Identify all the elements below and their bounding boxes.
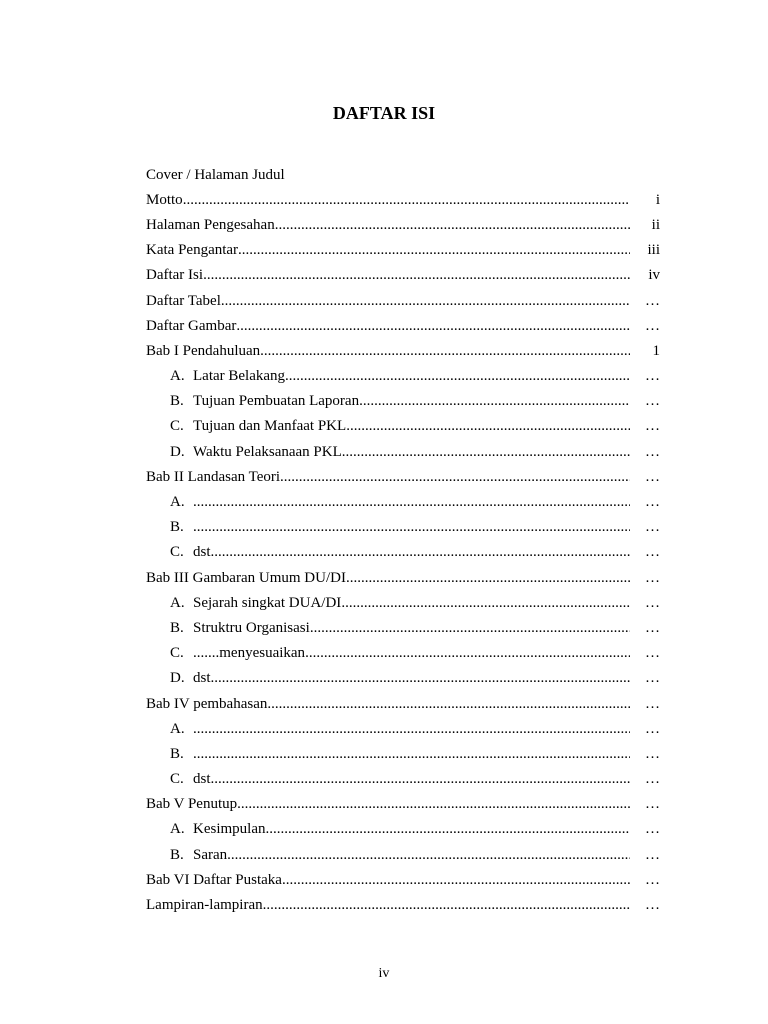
- toc-item-label: Bab I Pendahuluan: [146, 342, 261, 359]
- toc-item-label: Kata Pengantar: [146, 242, 239, 259]
- toc-item-label: Motto: [146, 191, 183, 208]
- toc-page-number: ii: [651, 216, 660, 233]
- dot-leader: [244, 543, 630, 561]
- dot-leader: [203, 266, 630, 284]
- toc-page-number: …: [645, 317, 660, 334]
- toc-page-number: …: [645, 670, 660, 687]
- toc-item-letter: A.: [170, 594, 185, 611]
- toc-page-number: …: [645, 645, 660, 662]
- toc-entry-text: [146, 669, 630, 687]
- toc-entry: [146, 691, 660, 716]
- toc-item-letter: B.: [170, 619, 184, 636]
- toc-page-number: …: [645, 494, 660, 511]
- toc-item-label: Bab IV pembahasan: [146, 695, 268, 712]
- toc-entry-text: [146, 770, 630, 788]
- dot-leader: [305, 644, 630, 662]
- toc-entry: [146, 464, 660, 489]
- dot-leader: [282, 871, 630, 889]
- dot-leader: [227, 846, 630, 864]
- toc-item-label: dst: [193, 670, 211, 687]
- toc-entry-text: [146, 292, 630, 310]
- toc-entry-text: [146, 342, 630, 360]
- dot-leader: [263, 896, 630, 914]
- toc-item-label: Waktu Pelaksanaan PKL: [193, 443, 342, 460]
- toc-entry-text: [146, 417, 630, 435]
- toc-item-letter: C.: [170, 544, 184, 561]
- dot-leader: [237, 795, 630, 813]
- toc-item-label: Daftar Gambar: [146, 317, 237, 334]
- dot-leader: [275, 216, 630, 234]
- dot-leader: [346, 569, 630, 587]
- dot-leader: [242, 493, 630, 511]
- toc-item-letter: A.: [170, 720, 185, 737]
- toc-subentry: [146, 590, 660, 615]
- toc-entry: [146, 565, 660, 590]
- toc-item-letter: B.: [170, 745, 184, 762]
- toc-page-number: …: [645, 619, 660, 636]
- toc-page-number: 1: [652, 342, 660, 359]
- toc-subentry: [146, 439, 660, 464]
- toc-item-label: .......menyesuaikan: [193, 645, 306, 662]
- toc-item-label: dst: [193, 771, 211, 788]
- toc-entry-text: [146, 518, 630, 536]
- dot-leader: [267, 695, 630, 713]
- toc-page-number: …: [645, 292, 660, 309]
- toc-page-number: …: [645, 821, 660, 838]
- toc-item-letter: A.: [170, 821, 185, 838]
- toc-page-number: …: [645, 871, 660, 888]
- dot-leader: [310, 619, 630, 637]
- toc-page-number: …: [645, 418, 660, 435]
- toc-item-label: Daftar Tabel: [146, 292, 221, 309]
- toc-item-label: Struktru Organisasi: [193, 619, 310, 636]
- toc-page-number: …: [645, 544, 660, 561]
- toc-entry-text: [146, 367, 630, 385]
- toc-entry-text: [146, 241, 630, 259]
- toc-item-letter: D.: [170, 443, 185, 460]
- toc-entry: [146, 867, 660, 892]
- toc-item-label: Cover / Halaman Judul: [146, 166, 285, 183]
- toc-subentry: [146, 540, 660, 565]
- toc-item-letter: A.: [170, 368, 185, 385]
- toc-entry-text: [146, 820, 630, 838]
- toc-entry-text: [146, 493, 630, 511]
- toc-item-letter: B.: [170, 393, 184, 410]
- toc-item-label: Saran: [193, 846, 228, 863]
- toc-subentry: [146, 641, 660, 666]
- dot-leader: [342, 443, 630, 461]
- toc-page-number: …: [645, 771, 660, 788]
- dot-leader: [221, 292, 630, 310]
- toc-item-letter: B.: [170, 519, 184, 536]
- toc-item-label: Bab II Landasan Teori: [146, 468, 281, 485]
- toc-entry-text: [146, 166, 630, 184]
- dot-leader: [280, 468, 630, 486]
- dot-leader: [236, 317, 630, 335]
- toc-entry-text: [146, 594, 630, 612]
- toc-item-label: Daftar Isi: [146, 267, 204, 284]
- toc-entry-text: [146, 846, 630, 864]
- toc-page-number: …: [645, 393, 660, 410]
- toc-entry-text: [146, 317, 630, 335]
- toc-entry-text: [146, 543, 630, 561]
- dot-leader: [211, 770, 630, 788]
- dot-leader: [238, 241, 630, 259]
- toc-entry-text: [146, 644, 630, 662]
- toc-page-number: …: [645, 796, 660, 813]
- toc-item-letter: A.: [170, 494, 185, 511]
- toc-entry: [146, 288, 660, 313]
- toc-item-letter: D.: [170, 670, 185, 687]
- toc-item-label: Tujuan Pembuatan Laporan: [193, 393, 360, 410]
- toc-entry: [146, 187, 660, 212]
- table-of-contents: [146, 162, 660, 918]
- toc-item-label: Tujuan dan Manfaat PKL: [193, 418, 347, 435]
- toc-item-label: Halaman Pengesahan: [146, 216, 275, 233]
- toc-item-label: Kesimpulan: [193, 821, 266, 838]
- toc-subentry: [146, 414, 660, 439]
- toc-page-number: iv: [648, 267, 660, 284]
- toc-page-number: i: [655, 191, 660, 208]
- toc-page-number: …: [645, 519, 660, 536]
- toc-page-number: …: [645, 368, 660, 385]
- dot-leader: [193, 745, 630, 763]
- page-title: DAFTAR ISI: [332, 103, 436, 123]
- toc-subentry: [146, 489, 660, 514]
- toc-page-number: …: [645, 695, 660, 712]
- toc-subentry: [146, 515, 660, 540]
- dot-leader: [211, 669, 630, 687]
- toc-page-number: …: [645, 569, 660, 586]
- toc-entry-text: [146, 392, 630, 410]
- toc-entry-text: [146, 795, 630, 813]
- toc-entry-text: [146, 745, 630, 763]
- toc-entry-text: [146, 191, 630, 209]
- toc-item-letter: B.: [170, 846, 184, 863]
- toc-entry-text: [146, 720, 630, 738]
- toc-page-number: …: [645, 443, 660, 460]
- toc-item-letter: C.: [170, 418, 184, 435]
- toc-entry: [146, 162, 660, 187]
- toc-entry: [146, 263, 660, 288]
- toc-entry-text: [146, 443, 630, 461]
- toc-item-label: Bab VI Daftar Pustaka: [146, 871, 282, 888]
- toc-item-label: .............: [193, 519, 242, 536]
- dot-leader: [183, 191, 630, 209]
- toc-subentry: [146, 716, 660, 741]
- toc-subentry: [146, 666, 660, 691]
- dot-leader: [242, 518, 630, 536]
- toc-entry-text: [146, 569, 630, 587]
- toc-subentry: [146, 741, 660, 766]
- toc-page-number: …: [645, 594, 660, 611]
- dot-leader: [266, 820, 631, 838]
- toc-subentry: [146, 364, 660, 389]
- toc-page-number: iii: [647, 242, 660, 259]
- dot-leader: [285, 367, 630, 385]
- toc-page-number: …: [645, 720, 660, 737]
- toc-item-label: dst.........: [193, 544, 245, 561]
- toc-entry-text: [146, 468, 630, 486]
- toc-entry: [146, 212, 660, 237]
- dot-leader: [341, 594, 630, 612]
- toc-page-number: …: [645, 468, 660, 485]
- toc-page-number: …: [645, 897, 660, 914]
- toc-entry-text: [146, 695, 630, 713]
- toc-item-label: Bab III Gambaran Umum DU/DI: [146, 569, 346, 586]
- toc-subentry: [146, 817, 660, 842]
- toc-item-letter: C.: [170, 645, 184, 662]
- toc-subentry: [146, 767, 660, 792]
- toc-item-label: Sejarah singkat DUA/DI: [193, 594, 342, 611]
- dot-leader: [260, 342, 630, 360]
- dot-leader: [193, 720, 630, 738]
- toc-item-label: Latar Belakang: [193, 368, 286, 385]
- toc-subentry: [146, 389, 660, 414]
- toc-entry-text: [146, 619, 630, 637]
- toc-page-number: …: [645, 846, 660, 863]
- toc-page-number: …: [645, 745, 660, 762]
- toc-item-label: Bab V Penutup: [146, 796, 238, 813]
- toc-entry: [146, 313, 660, 338]
- toc-item-label: Lampiran-lampiran: [146, 897, 263, 914]
- toc-entry-text: [146, 216, 630, 234]
- page-number: iv: [378, 966, 390, 981]
- toc-entry: [146, 338, 660, 363]
- toc-subentry: [146, 615, 660, 640]
- toc-entry: [146, 792, 660, 817]
- toc-item-label: .............: [193, 494, 242, 511]
- dot-leader: [359, 392, 630, 410]
- toc-subentry: [146, 842, 660, 867]
- toc-entry: [146, 238, 660, 263]
- dot-leader: [346, 417, 630, 435]
- toc-entry-text: [146, 871, 630, 889]
- toc-entry: [146, 892, 660, 917]
- toc-entry-text: [146, 896, 630, 914]
- toc-entry-text: [146, 266, 630, 284]
- toc-item-letter: C.: [170, 771, 184, 788]
